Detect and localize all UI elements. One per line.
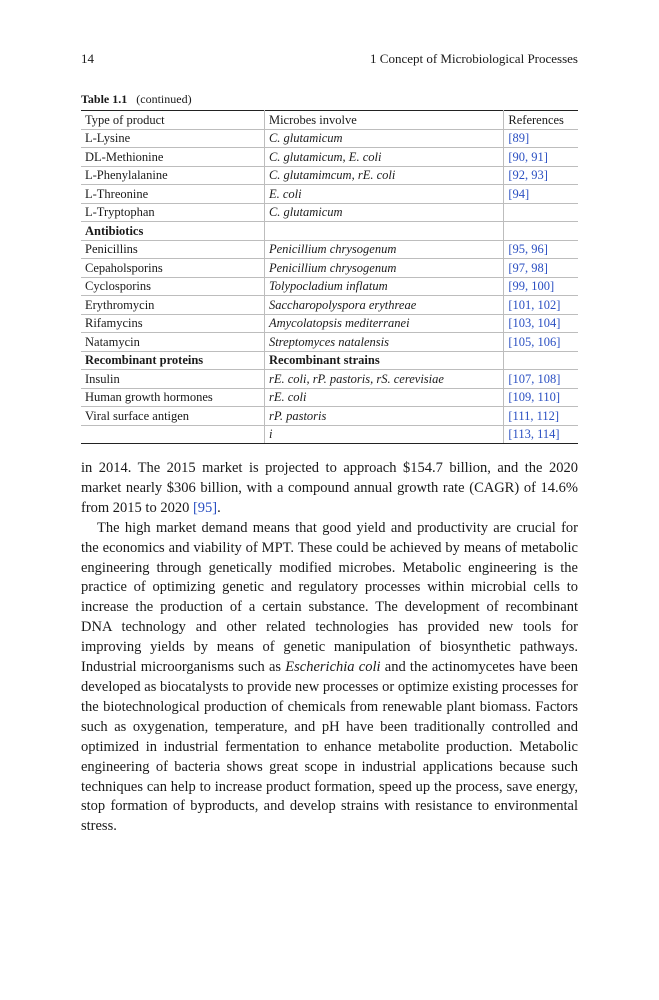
table-row xyxy=(81,370,578,389)
reference-cell xyxy=(504,351,578,370)
microbes-cell: Saccharopolyspora erythreae xyxy=(264,296,503,315)
product-cell: Viral surface antigen xyxy=(81,407,264,426)
product-cell: Penicillins xyxy=(81,240,264,259)
reference-cell xyxy=(504,222,578,241)
reference-cell[interactable]: [109, 110] xyxy=(504,388,578,407)
table-row xyxy=(81,148,578,167)
table-row xyxy=(81,407,578,426)
reference-cell[interactable]: [113, 114] xyxy=(504,425,578,444)
table-row xyxy=(81,185,578,204)
table-section-row xyxy=(81,351,578,370)
table-row xyxy=(81,425,578,444)
microbes-cell xyxy=(264,222,503,241)
reference-cell[interactable]: [90, 91] xyxy=(504,148,578,167)
reference-cell xyxy=(504,203,578,222)
product-cell: Cepaholsporins xyxy=(81,259,264,278)
column-header: Microbes involve xyxy=(264,111,503,130)
table-label: Table 1.1 xyxy=(81,92,128,106)
microbes-cell: rE. coli, rP. pastoris, rS. cerevisiae xyxy=(264,370,503,389)
body-text xyxy=(81,459,578,837)
product-cell: Recombinant proteins xyxy=(81,351,264,370)
column-header: Type of product xyxy=(81,111,264,130)
product-cell: Cyclosporins xyxy=(81,277,264,296)
microbes-cell: C. glutamicum xyxy=(264,203,503,222)
microbes-cell: Penicillium chrysogenum xyxy=(264,240,503,259)
microbes-cell: C. glutamicum, E. coli xyxy=(264,148,503,167)
text-run: The high market demand means that good yield and productivity are crucial for the economics and viability of MPT. These could be achieved by means of metabolic engineering through genetically modified microbes. Metabolic engineering is the practice of optimizing genetic and regulatory processes within microbial cells to increase the production of a certain substance. The development of recombinant DNA technology and other related technologies has provided new tools for improving yields by means of genetic manipulation of biosynthetic pathways. Industrial microorganisms such as xyxy=(81,519,578,676)
product-cell: Erythromycin xyxy=(81,296,264,315)
paragraph xyxy=(81,519,578,838)
table-row xyxy=(81,129,578,148)
microbes-cell: rP. pastoris xyxy=(264,407,503,426)
text-run: and the actinomycetes have been developed as biocatalysts to provide new processes or optimize existing processes for the biotechnological production of chemicals from renewable plant biomass. Factors such as oxygenation, temperature, and pH have been traditionally controlled and optimized in industrial fermentation to enhance metabolite production. Metabolic engineering of bacteria shows great scope in industrial applications because such techniques can help to increase product formation, speed up the process, save energy, stop formation of byproducts, and develop strains with resistance to environmental stress. xyxy=(81,659,578,835)
reference-cell[interactable]: [111, 112] xyxy=(504,407,578,426)
reference-cell[interactable]: [97, 98] xyxy=(504,259,578,278)
reference-cell[interactable]: [101, 102] xyxy=(504,296,578,315)
text-run: in 2014. The 2015 market is projected to approach $154.7 billion, and the 2020 market nearly $306 billion, with a compound annual growth rate (CAGR) of 14.6% from 2015 to 2020 xyxy=(81,460,578,516)
product-cell: L-Tryptophan xyxy=(81,203,264,222)
chapter-title: 1 Concept of Microbiological Processes xyxy=(370,51,578,66)
microbes-cell: rE. coli xyxy=(264,388,503,407)
paragraph xyxy=(81,459,578,519)
product-cell: L-Lysine xyxy=(81,129,264,148)
product-table xyxy=(81,110,578,444)
microbes-cell: E. coli xyxy=(264,185,503,204)
table-row xyxy=(81,277,578,296)
product-cell: Human growth hormones xyxy=(81,388,264,407)
text-run: . xyxy=(217,499,221,516)
table-header-row xyxy=(81,111,578,130)
reference-cell[interactable]: [105, 106] xyxy=(504,333,578,352)
product-cell: DL-Methionine xyxy=(81,148,264,167)
microbes-cell: Recombinant strains xyxy=(264,351,503,370)
species-name: Escherichia coli xyxy=(285,659,381,676)
microbes-cell: C. glutamimcum, rE. coli xyxy=(264,166,503,185)
microbes-cell: Streptomyces natalensis xyxy=(264,333,503,352)
product-cell: L-Threonine xyxy=(81,185,264,204)
product-cell: Insulin xyxy=(81,370,264,389)
table-row xyxy=(81,166,578,185)
table-row xyxy=(81,240,578,259)
reference-cell[interactable]: [92, 93] xyxy=(504,166,578,185)
citation-link[interactable]: [95] xyxy=(192,499,218,516)
product-cell: Natamycin xyxy=(81,333,264,352)
page-number: 14 xyxy=(81,51,94,66)
running-header xyxy=(81,51,578,69)
reference-cell[interactable]: [89] xyxy=(504,129,578,148)
table-caption xyxy=(81,92,192,107)
product-cell: Antibiotics xyxy=(81,222,264,241)
table-row xyxy=(81,314,578,333)
reference-cell[interactable]: [107, 108] xyxy=(504,370,578,389)
reference-cell[interactable]: [94] xyxy=(504,185,578,204)
microbes-cell: Penicillium chrysogenum xyxy=(264,259,503,278)
table-row xyxy=(81,203,578,222)
reference-cell[interactable]: [95, 96] xyxy=(504,240,578,259)
table-row xyxy=(81,333,578,352)
table-row xyxy=(81,388,578,407)
microbes-cell: Tolypocladium inflatum xyxy=(264,277,503,296)
table-caption-note: (continued) xyxy=(136,92,192,106)
microbes-cell: i xyxy=(264,425,503,444)
table-row xyxy=(81,296,578,315)
table-row xyxy=(81,259,578,278)
product-cell: L-Phenylalanine xyxy=(81,166,264,185)
reference-cell[interactable]: [103, 104] xyxy=(504,314,578,333)
microbes-cell: C. glutamicum xyxy=(264,129,503,148)
column-header: References xyxy=(504,111,578,130)
product-cell xyxy=(81,425,264,444)
reference-cell[interactable]: [99, 100] xyxy=(504,277,578,296)
microbes-cell: Amycolatopsis mediterranei xyxy=(264,314,503,333)
product-cell: Rifamycins xyxy=(81,314,264,333)
table-section-row xyxy=(81,222,578,241)
